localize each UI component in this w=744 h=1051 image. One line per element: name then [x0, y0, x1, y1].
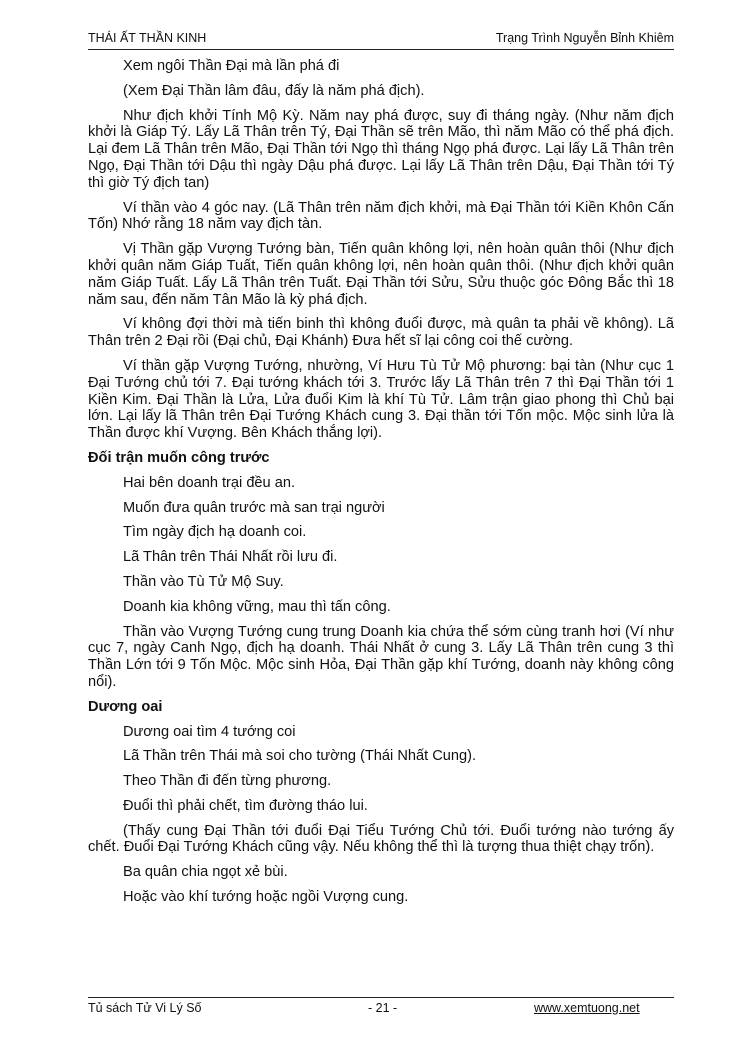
verse-line: Thần vào Tù Tử Mộ Suy.	[123, 573, 284, 590]
page-footer	[88, 997, 674, 1018]
verse-line: Xem ngôi Thần Đại mà lần phá đi	[123, 58, 340, 74]
verse-line: Đuổi thì phải chết, tìm đường tháo lui.	[123, 797, 368, 814]
page-content	[88, 58, 674, 914]
header-author: Trạng Trình Nguyễn Bỉnh Khiêm	[495, 31, 674, 45]
page-header	[88, 27, 674, 50]
verse-line: Lã Thần trên Thái mà soi cho tường (Thái Nhất Cung).	[123, 748, 477, 765]
verse-line: Dương oai tìm 4 tướng coi	[123, 723, 296, 740]
paragraph: Như địch khởi Tính Mộ Kỳ. Năm nay phá được, suy đi tháng ngày. (Như năm địch khởi là Giáp Tý. Lấy Lã Thân trên Tý, Đại Thần sẽ trên Mão, thì năm Mão có thể phá địch. Lại đem Lã Thân trên Mão, Đại Thần tới Ngọ thì tháng Ngọ phá được. Lại lấy Lã Thân trên Ngọ, Đại Thần tới Dậu thì ngày Dậu phá được. Lại lấy Lã Thân trên Dậu, Đại Thần tới Tý thì giờ Tý địch tan)	[88, 107, 674, 191]
paragraph: Ví thần vào 4 góc nay. (Lã Thân trên năm địch khởi, mà Đại Thần tới Kiền Khôn Cấn Tốn) Nhớ rằng 18 năm vay địch tàn.	[88, 199, 674, 233]
footer-website-link[interactable]: www.xemtuong.net	[534, 1001, 640, 1015]
verse-line: Hai bên doanh trại đều an.	[123, 474, 296, 491]
paragraph: Ví không đợi thời mà tiến binh thì không đuổi được, mà quân ta phải về không). Lã Thân trên 2 Đại rồi (Đại chủ, Đại Khánh) Đưa hết sĩ lại công coi thế cường.	[88, 316, 674, 350]
verse-line: Doanh kia không vững, mau thì tấn công.	[123, 598, 391, 615]
verse-line: Hoặc vào khí tướng hoặc ngồi Vượng cung.	[123, 889, 409, 906]
section-heading: Dương oai	[88, 698, 163, 715]
paragraph: Ví thần gặp Vượng Tướng, nhường, Ví Hưu Tù Tử Mộ phương: bại tàn (Như cục 1 Đại Tướng chủ tới 7. Đại tướng khách tới 3. Trước lấy Lã Thân trên 7 thì Đại Thần tới 1 Kiền Kim. Đại Thần là Lửa, Lửa đuổi Kim là khí Tù Tử. Lâm trận giao phong thì Chủ bại lớn. Lại lấy lã Thân trên Đại Tướng Khách cung 3. Đại thần tới Tốn mộc. Mộc sinh lửa là Thần được khí Vượng. Bên Khách thắng lợi).	[88, 357, 674, 442]
section-heading: Đối trận muốn công trước	[88, 449, 270, 466]
paragraph: (Thấy cung Đại Thần tới đuổi Đại Tiểu Tướng Chủ tới. Đuổi tướng nào tướng ấy chết. Đuổi Đại Tướng Khách cũng vậy. Nếu không thể thì là tượng thua thiệt chạy trốn).	[88, 822, 674, 856]
paragraph: Vị Thần gặp Vượng Tướng bàn, Tiến quân không lợi, nên hoàn quân thôi (Như địch khởi quân năm Giáp Tuất, Tiến quân không lợi, nên hoàn quân thôi. (Như địch khởi quân năm Giáp Tuất. Lấy Lã Thân trên Tuất. Đại Thần tới Sửu, Sửu thuộc góc Đông Bắc thì 18 năm sau, đến năm Tân Mão là kỳ phá địch.	[88, 241, 674, 308]
verse-line: Ba quân chia ngọt xẻ bùi.	[123, 864, 288, 881]
page-number: - 21 -	[368, 1001, 398, 1015]
verse-line: (Xem Đại Thần lâm đâu, đấy là năm phá địch).	[123, 82, 425, 99]
verse-line: Tìm ngày địch hạ doanh coi.	[123, 524, 307, 541]
header-book-title: THÁI ẤT THẦN KINH	[88, 31, 207, 45]
verse-line: Theo Thần đi đến từng phương.	[123, 773, 332, 790]
footer-series: Tủ sách Tử Vi Lý Số	[88, 1001, 202, 1015]
verse-line: Lã Thân trên Thái Nhất rồi lưu đi.	[123, 549, 338, 566]
verse-line: Muốn đưa quân trước mà san trại người	[123, 499, 385, 516]
paragraph: Thần vào Vượng Tướng cung trung Doanh kia chứa thể sớm cùng tranh hơi (Ví như cục 7, ngày Canh Ngọ, địch hạ doanh. Thái Nhất ở cung 3. Lấy Lã Thân trên cung 3 thì Thần Lớn tới 9 Tốn Mộc. Mộc sinh Hỏa, Đại Thần gặp khí Tướng, doanh này không công nổi).	[88, 623, 674, 690]
